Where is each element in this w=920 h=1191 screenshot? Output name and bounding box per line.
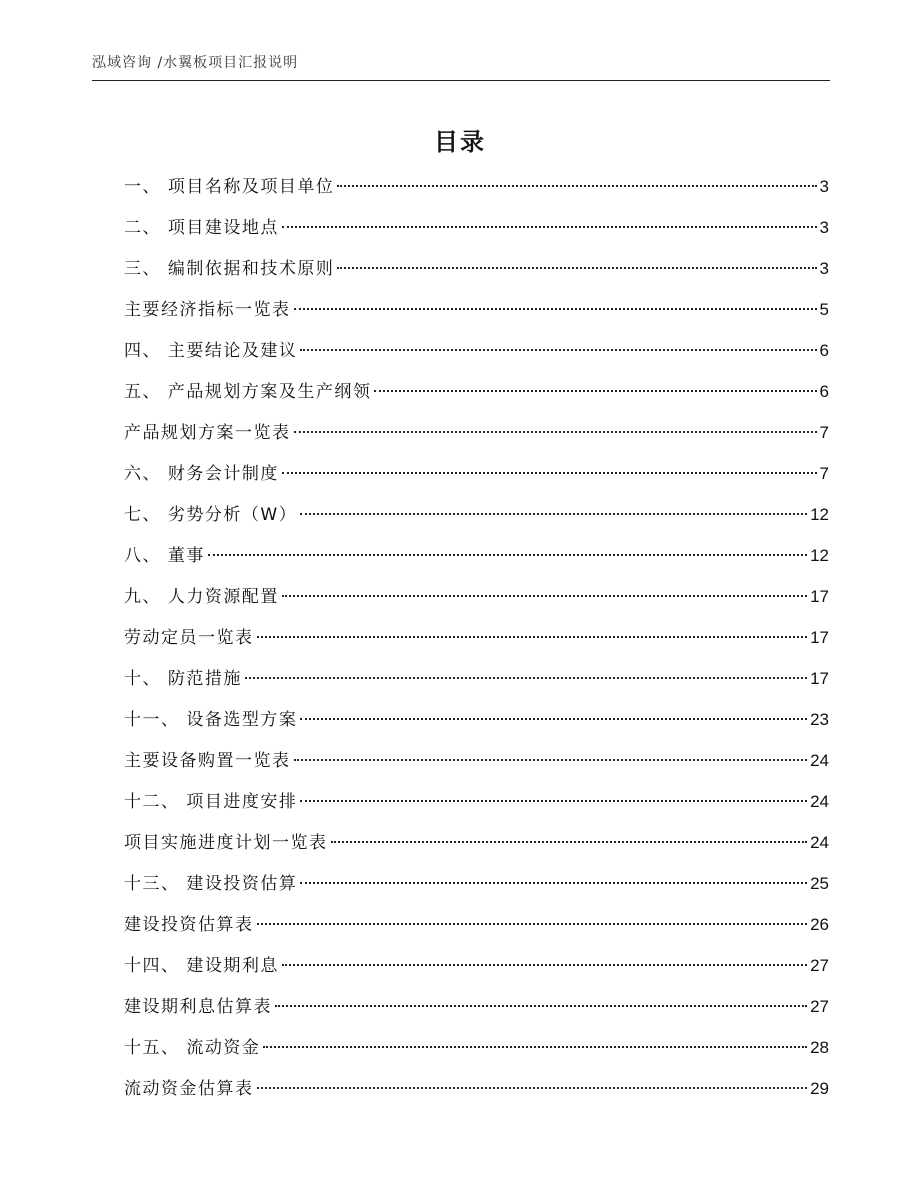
toc-entry[interactable]: [124, 173, 829, 214]
toc-entry-label: 流动资金估算表: [124, 1079, 254, 1099]
toc-entry-label: 建设期利息估算表: [124, 997, 272, 1017]
toc-entry[interactable]: [124, 706, 829, 747]
toc-dot-leader: [282, 964, 807, 966]
toc-dot-leader: [257, 1087, 808, 1089]
page-header: 泓域咨询 /水翼板项目汇报说明: [92, 55, 299, 71]
toc-entry-page-number: 3: [819, 177, 829, 196]
toc-dot-leader: [331, 841, 808, 843]
toc-entry-page-number: 7: [819, 464, 829, 483]
toc-entry[interactable]: [124, 1034, 829, 1075]
toc-entry-label: 九、 人力资源配置: [124, 587, 279, 607]
toc-entry-label: 主要经济指标一览表: [124, 300, 291, 320]
toc-entry-page-number: 27: [810, 997, 829, 1016]
toc-entry-label: 十一、 设备选型方案: [124, 710, 298, 730]
toc-entry[interactable]: [124, 747, 829, 788]
toc-dot-leader: [300, 513, 807, 515]
toc-entry-label: 六、 财务会计制度: [124, 464, 279, 484]
toc-entry[interactable]: [124, 460, 829, 501]
toc-dot-leader: [263, 1046, 807, 1048]
toc-entry-label: 产品规划方案一览表: [124, 423, 291, 443]
header-divider: [92, 80, 830, 81]
page-title: 目录: [434, 128, 486, 156]
toc-entry-page-number: 24: [810, 792, 829, 811]
toc-entry[interactable]: [124, 870, 829, 911]
toc-entry[interactable]: [124, 829, 829, 870]
toc-entry-page-number: 3: [819, 218, 829, 237]
toc-entry-page-number: 25: [810, 874, 829, 893]
toc-entry-page-number: 27: [810, 956, 829, 975]
toc-entry-page-number: 17: [810, 628, 829, 647]
toc-entry-label: 主要设备购置一览表: [124, 751, 291, 771]
toc-entry-page-number: 12: [810, 546, 829, 565]
toc-entry-page-number: 12: [810, 505, 829, 524]
toc-entry-page-number: 29: [810, 1079, 829, 1098]
toc-entry-label: 四、 主要结论及建议: [124, 341, 298, 361]
toc-entry[interactable]: [124, 214, 829, 255]
toc-entry-label: 五、 产品规划方案及生产纲领: [124, 382, 372, 402]
toc-entry-label: 建设投资估算表: [124, 915, 254, 935]
toc-entry[interactable]: [124, 296, 829, 337]
toc-entry-label: 七、 劣势分析（W）: [124, 505, 298, 525]
toc-entry[interactable]: [124, 993, 829, 1034]
toc-entry[interactable]: [124, 378, 829, 419]
toc-dot-leader: [300, 882, 807, 884]
toc-dot-leader: [245, 677, 807, 679]
toc-entry[interactable]: [124, 419, 829, 460]
toc-dot-leader: [300, 718, 807, 720]
toc-entry-label: 十、 防范措施: [124, 669, 242, 689]
toc-dot-leader: [282, 595, 807, 597]
toc-entry-page-number: 17: [810, 669, 829, 688]
toc-entry-label: 十五、 流动资金: [124, 1038, 261, 1058]
toc-entry[interactable]: [124, 952, 829, 993]
toc-entry[interactable]: [124, 1075, 829, 1116]
toc-dot-leader: [282, 226, 817, 228]
toc-entry-label: 劳动定员一览表: [124, 628, 254, 648]
toc-entry-label: 项目实施进度计划一览表: [124, 833, 328, 853]
toc-entry[interactable]: [124, 501, 829, 542]
toc-entry[interactable]: [124, 337, 829, 378]
toc-entry-page-number: 6: [819, 341, 829, 360]
toc-dot-leader: [282, 472, 817, 474]
toc-entry-label: 三、 编制依据和技术原则: [124, 259, 335, 279]
toc-entry-label: 一、 项目名称及项目单位: [124, 177, 335, 197]
toc-dot-leader: [208, 554, 807, 556]
toc-dot-leader: [300, 800, 807, 802]
toc-entry-page-number: 26: [810, 915, 829, 934]
toc-entry[interactable]: [124, 665, 829, 706]
toc-entry-page-number: 23: [810, 710, 829, 729]
toc-dot-leader: [337, 185, 816, 187]
toc-dot-leader: [300, 349, 816, 351]
toc-entry[interactable]: [124, 911, 829, 952]
toc-entry-page-number: 24: [810, 833, 829, 852]
toc-dot-leader: [294, 431, 817, 433]
toc-entry-label: 十四、 建设期利息: [124, 956, 279, 976]
table-of-contents: [124, 173, 829, 1116]
toc-entry[interactable]: [124, 583, 829, 624]
toc-dot-leader: [337, 267, 816, 269]
toc-dot-leader: [275, 1005, 807, 1007]
toc-entry-page-number: 24: [810, 751, 829, 770]
toc-entry-label: 十二、 项目进度安排: [124, 792, 298, 812]
toc-entry[interactable]: [124, 788, 829, 829]
toc-dot-leader: [294, 759, 808, 761]
toc-dot-leader: [257, 636, 808, 638]
toc-entry-page-number: 3: [819, 259, 829, 278]
toc-entry[interactable]: [124, 255, 829, 296]
toc-entry[interactable]: [124, 624, 829, 665]
toc-entry[interactable]: [124, 542, 829, 583]
toc-entry-page-number: 7: [819, 423, 829, 442]
toc-dot-leader: [294, 308, 817, 310]
toc-entry-page-number: 6: [819, 382, 829, 401]
toc-entry-label: 二、 项目建设地点: [124, 218, 279, 238]
toc-entry-label: 十三、 建设投资估算: [124, 874, 298, 894]
toc-entry-page-number: 17: [810, 587, 829, 606]
toc-entry-page-number: 28: [810, 1038, 829, 1057]
toc-dot-leader: [374, 390, 816, 392]
toc-entry-page-number: 5: [819, 300, 829, 319]
toc-entry-label: 八、 董事: [124, 546, 205, 566]
toc-dot-leader: [257, 923, 808, 925]
